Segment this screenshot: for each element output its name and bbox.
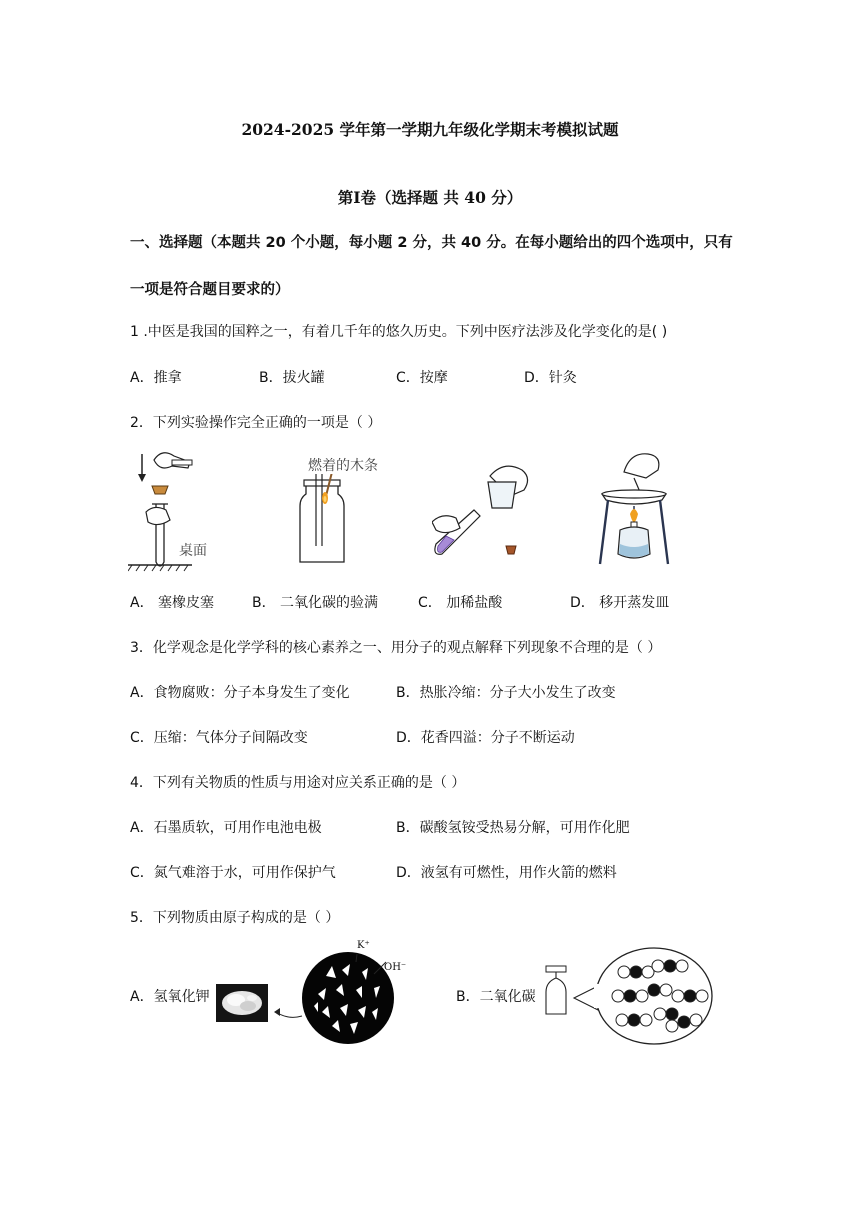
q4-option-d: D．液氢有可燃性，用作火箭的燃料: [396, 865, 617, 881]
q2-option-b: B． 二氧化碳的验满: [252, 595, 379, 611]
page-title: 2024-2025 学年第一学期九年级化学期末考模拟试题: [241, 120, 619, 139]
q3-option-d: D．花香四溢：分子不断运动: [396, 730, 575, 746]
q2-label-burning-stick: 燃着的木条: [308, 458, 378, 474]
question-2-stem: 2．下列实验操作完全正确的一项是（ ）: [130, 415, 382, 431]
q2-label-desk: 桌面: [179, 543, 207, 559]
q3-option-b: B．热胀冷缩：分子大小发生了改变: [396, 685, 616, 701]
section-heading: 第Ⅰ卷（选择题 共 40 分）: [337, 188, 523, 207]
q2-option-c: C． 加稀盐酸: [418, 595, 503, 611]
q3-option-a: A．食物腐败：分子本身发生了变化: [130, 685, 350, 701]
q2-option-d: D． 移开蒸发皿: [570, 595, 670, 611]
q2-figure-b-gas-bottle: [292, 474, 352, 566]
section-instruction-line1: 一、选择题（本题共 20 个小题，每小题 2 分，共 40 分。在每小题给出的四个选项中，只有: [130, 235, 733, 251]
q3-option-c: C．压缩：气体分子间隔改变: [130, 730, 308, 746]
q2-figure-a-stopper: [128, 448, 228, 573]
q5-figure-a-ion-model: [270, 940, 410, 1046]
q2-figure-d-evaporating-dish: [596, 448, 676, 568]
q1-option-b: B．拔火罐: [259, 370, 325, 386]
q5-option-b: B．二氧化碳: [456, 989, 536, 1005]
section-instruction-line2: 一项是符合题目要求的）: [130, 282, 290, 298]
q2-figure-c-pour-acid: [432, 460, 542, 560]
q4-option-a: A．石墨质软，可用作电池电极: [130, 820, 322, 836]
q1-option-d: D．针灸: [524, 370, 577, 386]
question-1-stem: 1 .中医是我国的国粹之一，有着几千年的悠久历史。下列中医疗法涉及化学变化的是( ): [130, 324, 668, 340]
q4-option-b: B．碳酸氢铵受热易分解，可用作化肥: [396, 820, 630, 836]
q4-option-c: C．氮气难溶于水，可用作保护气: [130, 865, 336, 881]
q5-figure-b-co2-model: [542, 944, 722, 1048]
q5-option-a: A．氢氧化钾: [130, 989, 210, 1005]
q1-option-c: C．按摩: [396, 370, 448, 386]
question-5-stem: 5．下列物质由原子构成的是（ ）: [130, 910, 340, 926]
q5-label-k-ion: K⁺: [357, 940, 370, 951]
question-3-stem: 3．化学观念是化学学科的核心素养之一、用分子的观点解释下列现象不合理的是（ ）: [130, 640, 662, 656]
q1-option-a: A．推拿: [130, 370, 182, 386]
question-4-stem: 4．下列有关物质的性质与用途对应关系正确的是（ ）: [130, 775, 466, 791]
q2-option-a: A． 塞橡皮塞: [130, 595, 215, 611]
q5-label-oh-ion: OH⁻: [384, 962, 407, 973]
q5-figure-a-koh-crystals: [216, 984, 268, 1022]
